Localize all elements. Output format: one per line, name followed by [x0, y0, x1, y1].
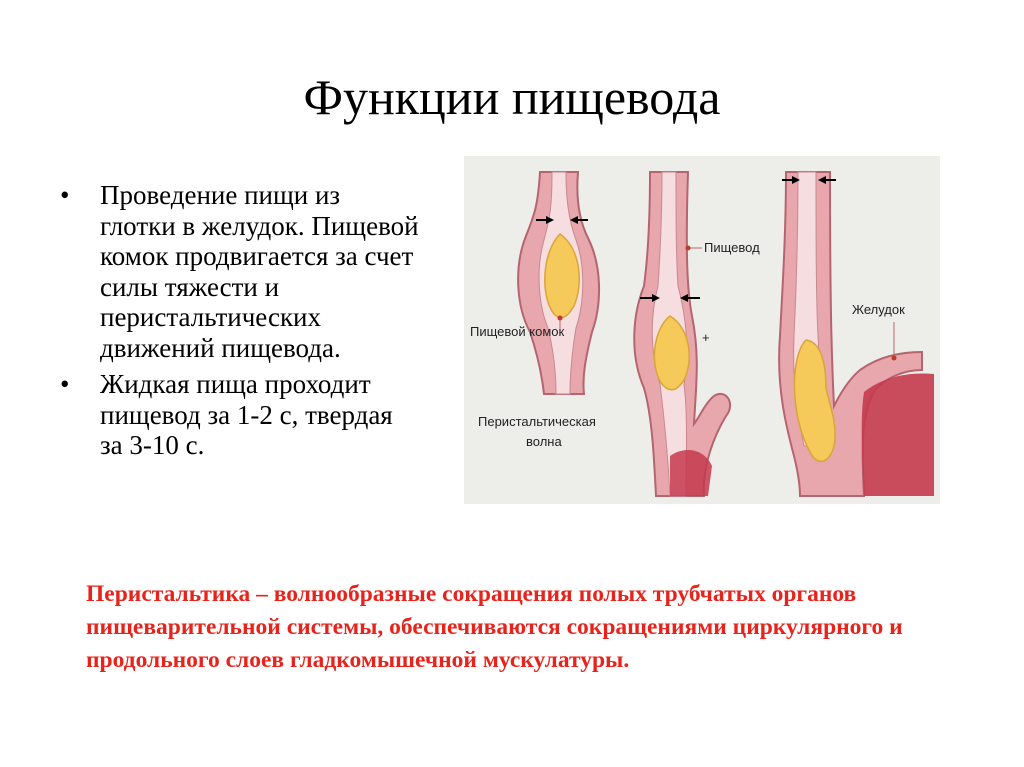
stomach-wall — [862, 374, 934, 496]
peristalsis-definition: Перистальтика – волнообразные сокращения полых трубчатых органов пищеварительной системы, обеспечиваются сокращениями циркулярного и продольного слоев гладкомышечной мускулатуры. — [86, 581, 903, 673]
bullet-item — [60, 180, 420, 363]
label-stomach: Желудок — [852, 302, 905, 317]
bullet-icon: • — [60, 369, 70, 399]
label-esophagus: Пищевод — [704, 240, 760, 255]
bullet-text: Проведение пищи из глотки в желудок. Пищевой комок продвигается за счет силы тяжести и перистальтических движений пищевода. — [100, 180, 419, 363]
label-peristaltic-wave: волна — [526, 434, 562, 449]
label-peristaltic-wave: Перистальтическая — [478, 414, 596, 429]
esophagus-peristalsis-illustration — [464, 156, 940, 504]
bullet-item — [60, 369, 420, 461]
bullet-list — [60, 180, 420, 467]
label-food-bolus: Пищевой комок — [470, 324, 565, 339]
bullet-text: Жидкая пища проходит пищевод за 1-2 с, твердая за 3-10 с. — [100, 369, 393, 460]
bullet-icon: • — [60, 180, 70, 210]
label-plus: + — [702, 330, 710, 345]
slide-title: Функции пищевода — [303, 69, 721, 125]
